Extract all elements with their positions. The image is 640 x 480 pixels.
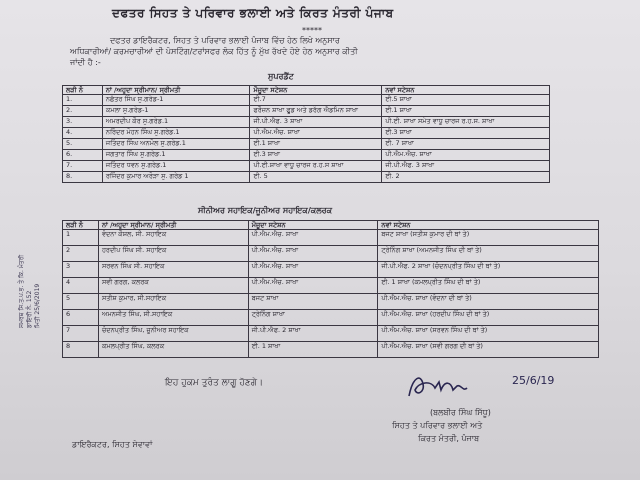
superintendent-table [62, 85, 550, 183]
table-cell: ਕਮਲਪ੍ਰੀਤ ਸਿੰਘ, ਕਲਰਕ [98, 342, 248, 358]
table-cell: ਜੀ.ਪੀ.ਐਫ. 2 ਸ਼ਾਖਾ [248, 326, 378, 342]
table-cell: ਬਜਟ ਸ਼ਾਖਾ [248, 294, 378, 310]
table-cell: ਟ੍ਰੇਨਿੰਗ ਸ਼ਾਖਾ (ਅਮਨਜੀਤ ਸਿੰਘ ਦੀ ਥਾਂ ਤੇ) [378, 246, 599, 262]
table-cell: 3 [63, 262, 99, 278]
table-cell: ਪੀ.ਈ.ਸ਼ਾਖਾ ਵਾਧੂ ਚਾਰਜ ਰ.ਹ.ਸ ਸ਼ਾਖਾ [250, 161, 382, 172]
table-cell: 8 [63, 342, 99, 358]
table-row [63, 150, 550, 161]
table-cell: ਪੀ.ਐਮ.ਐਚ. ਸ਼ਾਖਾ [248, 278, 378, 294]
intro-line-1: ਦਫਤਰ ਡਾਇਰੈਕਟਰ, ਸਿਹਤ ਤੇ ਪਰਿਵਾਰ ਭਲਾਈ ਪੰਜਾਬ ਵਿੱਚ ਹੇਠ ਲਿਖੇ ਅਨੁਸਾਰ [110, 36, 340, 45]
column-header: ਮੌਜੂਦਾ ਸਟੇਸ਼ਨ [248, 221, 378, 230]
table-cell: 8. [63, 172, 103, 183]
table-cell: ਚੰਦਨਪ੍ਰੀਤ ਸਿੰਘ, ਜੂਨੀਅਰ ਸਹਾਇਕ [98, 326, 248, 342]
column-header: ਨਾਂ /ਅਹੁਦਾ ਸ੍ਰੀਮਾਨ/ ਸ੍ਰੀਮਤੀ [102, 86, 250, 95]
table-cell: 5. [63, 139, 103, 150]
table-cell: ਸਤੀਸ਼ ਕੁਮਾਰ, ਸੀ.ਸਹਾਇਕ [98, 294, 248, 310]
table-cell: 7. [63, 161, 103, 172]
section1-title: ਸੁਪਰਡੈਂਟ [268, 72, 294, 81]
table-row [63, 326, 599, 342]
table-cell: ਈ.5 ਸ਼ਾਖਾ [382, 95, 550, 106]
table-cell: ਪੀ.ਐਮ.ਐਚ. ਸ਼ਾਖਾ (ਵੰਦਨਾ ਦੀ ਥਾਂ ਤੇ) [378, 294, 599, 310]
column-header: ਨਵਾਂ ਸਟੇਸ਼ਨ [378, 221, 599, 230]
table-cell: ਅਮਨਜੀਤ ਸਿੰਘ, ਸੀ.ਸਹਾਇਕ [98, 310, 248, 326]
table-cell: ਈ. 5 [250, 172, 382, 183]
table-cell: ਈ. 1 ਸ਼ਾਖਾ (ਕਮਲਪ੍ਰੀਤ ਸਿੰਘ ਦੀ ਥਾਂ ਤੇ) [378, 278, 599, 294]
column-header: ਨਵਾਂ ਸਟੇਸ਼ਨ [382, 86, 550, 95]
table-row [63, 342, 599, 358]
table-cell: 4 [63, 278, 99, 294]
signatory-name: (ਬਲਬੀਰ ਸਿੰਘ ਸਿੱਧੂ) [430, 408, 491, 417]
table-cell: ਈ. 7 ਸ਼ਾਖਾ [382, 139, 550, 150]
table-cell: 6. [63, 150, 103, 161]
title-stars: ***** [302, 26, 322, 35]
table-cell: ਪੀ.ਐਮ.ਐਚ. ਸ਼ਾਖਾ (ਸਵੀ ਗਰਗ ਦੀ ਥਾਂ ਤੇ) [378, 342, 599, 358]
table-cell: ਬਜਟ ਸ਼ਾਖਾ (ਸਤੀਸ਼ ਕੁਮਾਰ ਦੀ ਥਾਂ ਤੇ) [378, 230, 599, 246]
table-row [63, 262, 599, 278]
table-row [63, 278, 599, 294]
table-row [63, 230, 599, 246]
table-row [63, 294, 599, 310]
table-cell: ਨਰਿੰਦਰ ਮੋਹਨ ਸਿੰਘ ਸੁ.ਗਰੇਡ.1 [102, 128, 250, 139]
table-cell: ਜਤਿੰਦਰ ਸਿੰਘ ਅਨਮੋਲ ਸੁ.ਗਰੇਡ.1 [102, 139, 250, 150]
table-cell: ਵੰਦਨਾ ਕੌਸ਼ਲ, ਸੀ. ਸਹਾਇਕ [98, 230, 248, 246]
intro-line-3: ਜਾਂਦੀ ਹੈ :- [70, 58, 101, 67]
table-cell: ਪੀ.ਐਮ.ਐਚ. ਸ਼ਾਖਾ [248, 262, 378, 278]
column-header: ਮੌਜੂਦਾ ਸਟੇਸ਼ਨ [250, 86, 382, 95]
table-cell: 7 [63, 326, 99, 342]
table-cell: ਈ.1 ਸ਼ਾਖਾ [382, 106, 550, 117]
table-cell: 1. [63, 95, 103, 106]
table-cell: ਜੀ.ਪੀ.ਐਫ. 3 ਸ਼ਾਖਾ [382, 161, 550, 172]
table-cell: 6 [63, 310, 99, 326]
table-cell: ਪੀ.ਐਮ.ਐਚ. ਸ਼ਾਖਾ (ਸਰਵਨ ਸਿੰਘ ਦੀ ਥਾਂ ਤੇ) [378, 326, 599, 342]
table-row [63, 95, 550, 106]
table-cell: ਜੀ.ਪੀ.ਐਫ. 3 ਸ਼ਾਖਾ [250, 117, 382, 128]
table-cell: ਈ.7 [250, 95, 382, 106]
table-header-row [63, 221, 599, 230]
column-header: ਲੜੀ ਨੰ [63, 221, 99, 230]
table-header-row [63, 86, 550, 95]
table-cell: 1 [63, 230, 99, 246]
table-cell: ਜਤਿੰਦਰ ਧਵਨ ਸੁ.ਗਰੇਡ.1 [102, 161, 250, 172]
signatory-title-1: ਸਿਹਤ ਤੇ ਪਰਿਵਾਰ ਭਲਾਈ ਅਤੇ [392, 421, 483, 430]
table-cell: ਪੀ.ਐਮ.ਐਚ. ਸ਼ਾਖਾ [382, 150, 550, 161]
table-cell: ਈ. 1 ਸ਼ਾਖਾ [248, 342, 378, 358]
column-header: ਲੜੀ ਨੰ [63, 86, 103, 95]
table-cell: 2. [63, 106, 103, 117]
table-cell: ਜਗਤਾਰ ਸਿੰਘ ਸੁ.ਗਰੇਡ.1 [102, 150, 250, 161]
table-cell: 3. [63, 117, 103, 128]
table-cell: ਸਵੀ ਗਰਗ, ਕਲਰਕ [98, 278, 248, 294]
assistant-clerk-table [62, 220, 599, 358]
signature-date: 25/6/19 [512, 374, 555, 387]
column-header: ਨਾਂ /ਅਹੁਦਾ ਸ੍ਰੀਮਾਨ/ ਸ੍ਰੀਮਤੀ [98, 221, 248, 230]
table-row [63, 161, 550, 172]
table-cell: ਕਮਲਾ ਸੁ.ਗਰੇਡ-1 [102, 106, 250, 117]
intro-line-2: ਅਧਿਕਾਰੀਆਂ/ ਕਰਮਚਾਰੀਆਂ ਦੀ ਪੋਸਟਿੰਗ/ਟਰਾਂਸਫਰ ਲੋਕ ਹਿੱਤ ਨੂੰ ਮੁੱਖ ਰੱਖਦੇ ਹੋਏ ਹੇਠ ਅਨੁਸਾਰ ਕੀਤੀ [70, 47, 358, 56]
table-cell: ਈ.3 ਸ਼ਾਖਾ [250, 150, 382, 161]
table-cell: ਹਰਦੀਪ ਸਿੰਘ ਸੀ. ਸਹਾਇਕ [98, 246, 248, 262]
table-cell: ਟ੍ਰੇਨਿੰਗ ਸ਼ਾਖਾ [248, 310, 378, 326]
table-cell: ਈ. 2 [382, 172, 550, 183]
table-row [63, 106, 550, 117]
table-cell: ਈ.1 ਸ਼ਾਖਾ [250, 139, 382, 150]
table-row [63, 310, 599, 326]
diary-stamp [18, 190, 42, 330]
table-cell: 4. [63, 128, 103, 139]
table-cell: ਫਰੌਜ਼ਨ ਸ਼ਾਖਾ ਫੂਡ ਅਤੇ ਡਰੱਗ ਐਡਮਿਨ ਸ਼ਾਖਾ [250, 106, 382, 117]
signatory-title-2: ਕਿਰਤ ਮੰਤਰੀ, ਪੰਜਾਬ [418, 434, 480, 443]
table-cell: ਪੀ.ਐਮ.ਐਚ. ਸ਼ਾਖਾ [250, 128, 382, 139]
table-cell: ਸਰਵਨ ਸਿੰਘ ਸੀ. ਸਹਾਇਕ [98, 262, 248, 278]
table-row [63, 172, 550, 183]
table-cell: ਪੀ.ਐਮ.ਐਚ. ਸ਼ਾਖਾ (ਹਰਦੀਪ ਸਿੰਘ ਦੀ ਥਾਂ ਤੇ) [378, 310, 599, 326]
stamp-line: ਮਿਤੀ 25/6/2019 [34, 283, 41, 328]
table-cell: ਪੀ.ਐਮ.ਐਚ. ਸ਼ਾਖਾ [248, 246, 378, 262]
table-cell: ਪੀ.ਐਮ.ਐਚ. ਸ਼ਾਖਾ [248, 230, 378, 246]
table-cell: ਈ.3 ਸ਼ਾਖਾ [382, 128, 550, 139]
table-cell: ਨਛੱਤਰ ਸਿੰਘ ਸੁ.ਗਰੇਡ-1 [102, 95, 250, 106]
order-note: ਇਹ ਹੁਕਮ ਤੁਰੰਤ ਲਾਗੂ ਹੋਣਗੇ। [165, 378, 264, 388]
table-row [63, 117, 550, 128]
table-cell: ਜੀ.ਪੀ.ਐਫ. 2 ਸ਼ਾਖਾ (ਚੰਦਨਪ੍ਰੀਤ ਸਿੰਘ ਦੀ ਥਾਂ ਤੇ) [378, 262, 599, 278]
table-row [63, 128, 550, 139]
stamp-line: ਡਾਇਰੀ ਨੰ. 152 [26, 290, 33, 328]
table-row [63, 139, 550, 150]
table-row [63, 246, 599, 262]
table-cell: ਰਜਿੰਦਰ ਕੁਮਾਰ ਅਰੋੜਾ ਸੁ. ਗਰੇਡ 1 [102, 172, 250, 183]
document-title: ਦਫਤਰ ਸਿਹਤ ਤੇ ਪਰਿਵਾਰ ਭਲਾਈ ਅਤੇ ਕਿਰਤ ਮੰਤਰੀ ਪੰਜਾਬ [112, 6, 394, 20]
table-cell: 2 [63, 246, 99, 262]
copy-to: ਡਾਇਰੈਕਟਰ, ਸਿਹਤ ਸੇਵਾਵਾਂ [72, 440, 153, 449]
table-cell: ਅਮਰਦੀਪ ਕੌਰ ਸੁ.ਗਰੇਡ.1 [102, 117, 250, 128]
stamp-line: ਸਮਰਥ ਸਿ.ਤ.ਪ.ਭ. ਤੇ ਕਿ. ਮੰਤਰੀ [18, 254, 25, 328]
table-cell: 5 [63, 294, 99, 310]
signature [405, 372, 525, 402]
section2-title: ਸੀਨੀਅਰ ਸਹਾਇਕ/ਜੂਨੀਅਰ ਸਹਾਇਕ/ਕਲਰਕ [198, 206, 333, 215]
table-cell: ਪੀ.ਈ. ਸ਼ਾਖਾ ਸਮੇਤ ਵਾਧੂ ਚਾਰਜ ਰ.ਹ.ਸ. ਸ਼ਾਖਾ [382, 117, 550, 128]
